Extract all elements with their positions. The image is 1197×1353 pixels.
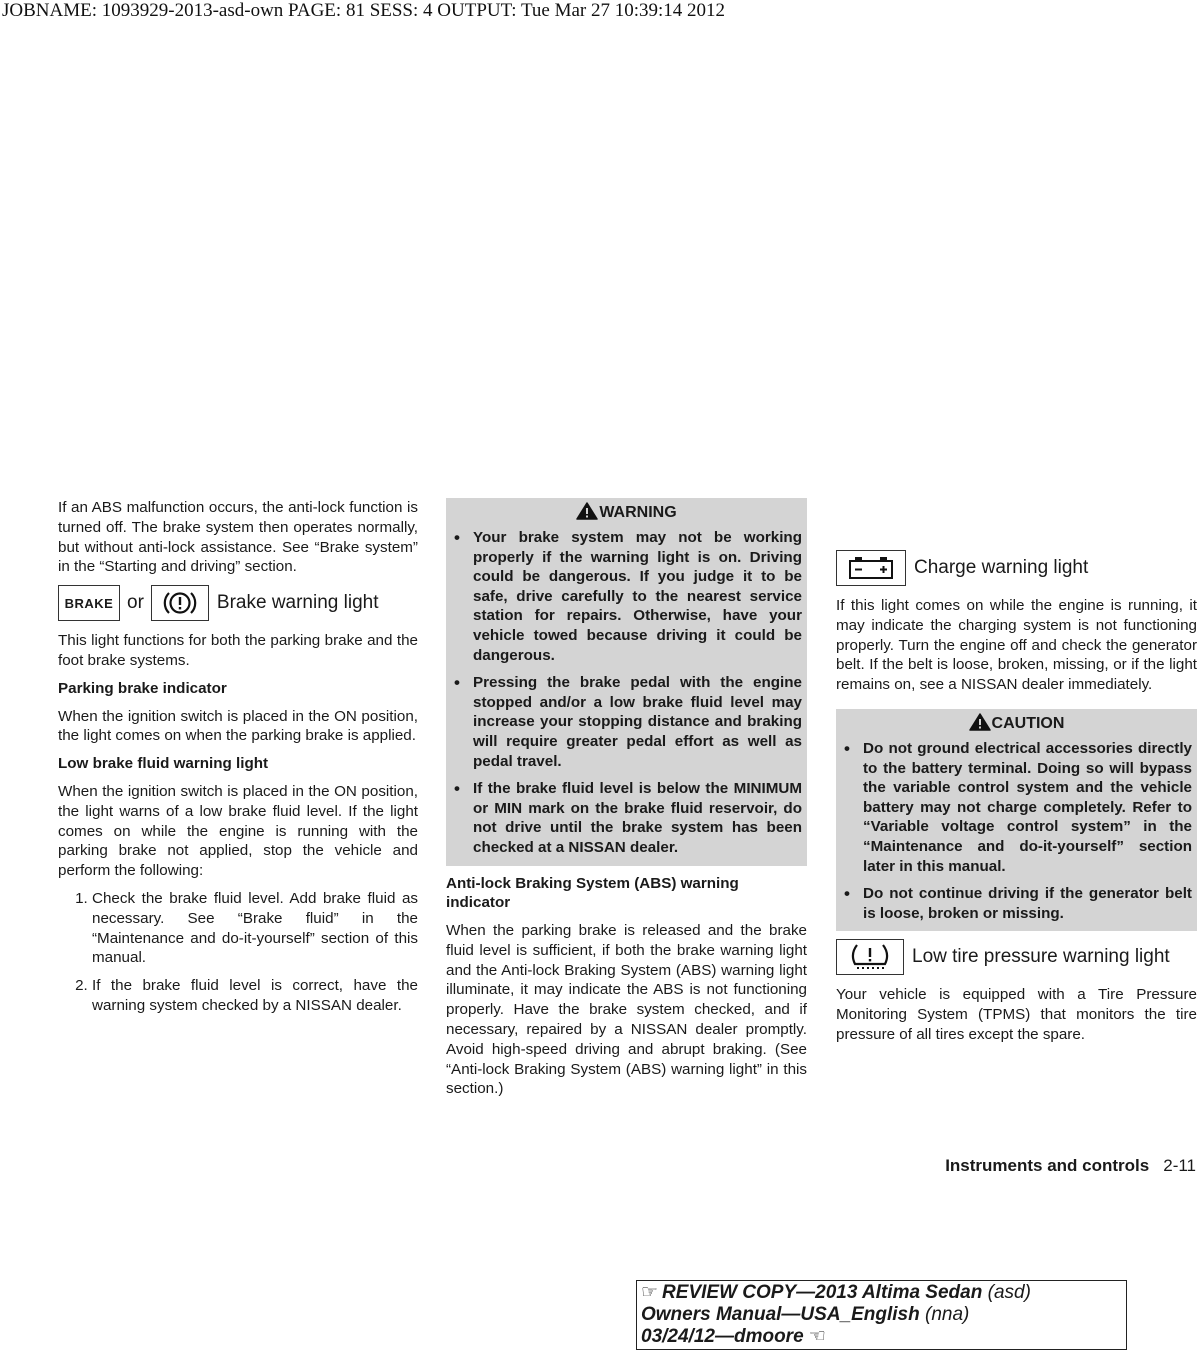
page-footer (906, 1156, 1196, 1176)
column-2 (446, 498, 807, 1107)
parking-brake-text: When the ignition switch is placed in the ON position, the light comes on when the parking brake is applied. (58, 707, 418, 745)
tpms-warning-light-title: Low tire pressure warning light (912, 946, 1170, 968)
caution-title: CAUTION (991, 714, 1065, 732)
list-item: 2. If the brake fluid level is correct, have the warning system checked by a NISSAN dealer. (92, 976, 418, 1016)
caution-box (836, 709, 1197, 931)
brake-light-description: This light functions for both the parking brake and the foot brake systems. (58, 632, 418, 669)
brake-fluid-steps (58, 889, 418, 1016)
tpms-text: Your vehicle is equipped with a Tire Pressure Monitoring System (TPMS) that monitors the tire pressure of all tires except the spare. (836, 986, 1197, 1043)
tire-pressure-icon (836, 939, 904, 975)
low-brake-fluid-heading: Low brake fluid warning light (58, 755, 269, 773)
footer-section-title: Instruments and controls (945, 1156, 1150, 1175)
column-1 (58, 498, 418, 1024)
parking-brake-heading: Parking brake indicator (58, 679, 227, 697)
list-item: • Your brake system may not be working properly if the warning light is on. Driving could be dangerous. If you judge it to be safe, drive carefully to the nearest service station for repairs. Otherwise, have your vehicle towed because driving it could be dangerous. (451, 528, 802, 665)
pointing-hand-left-icon: ☜ (808, 1326, 826, 1347)
pointing-hand-icon: ☞ (641, 1282, 659, 1303)
list-item: • If the brake fluid level is below the MINIMUM or MIN mark on the brake fluid reservoir, do not drive until the brake system has been checked at a NISSAN dealer. (451, 779, 802, 857)
review-date-author: 03/24/12—dmoore (641, 1326, 804, 1347)
warning-box (446, 498, 807, 866)
charge-warning-text: If this light comes on while the engine is running, it may indicate the charging system is not functioning properly. Turn the engine off and check the generator belt. If the belt is loose, broken, missing, or if the light remains on, see a NISSAN dealer immediately. (836, 597, 1197, 694)
list-item: 1. Check the brake fluid level. Add brake fluid as necessary. See “Brake fluid” in the “Maintenance and do-it-yourself” section of this manual. (92, 889, 418, 968)
brake-warning-light-row (58, 585, 418, 621)
column-3 (836, 498, 1197, 1053)
review-manual: Owners Manual—USA_English (641, 1304, 920, 1325)
warning-triangle-icon (576, 502, 598, 520)
brake-warning-light-title: Brake warning light (216, 592, 379, 614)
review-title: REVIEW COPY—2013 Altima Sedan (662, 1282, 983, 1303)
review-model-code: (asd) (987, 1282, 1031, 1303)
caution-header (841, 713, 1192, 735)
low-brake-fluid-text: When the ignition switch is placed in the ON position, the light warns of a low brake fluid level. If the light comes on while the engine is running with the parking brake not applied, stop the vehicle and perform the following: (58, 782, 418, 880)
job-header-line: JOBNAME: 1093929-2013-asd-own PAGE: 81 SESS: 4 OUTPUT: Tue Mar 27 10:39:14 2012 (2, 0, 726, 21)
abs-malfunction-paragraph: If an ABS malfunction occurs, the anti-lock function is turned off. The brake system then operates normally, but without anti-lock assistance. See “Brake system” in the “Starting and driving” section. (58, 499, 418, 576)
list-item: • Do not continue driving if the generator belt is loose, broken or missing. (841, 884, 1192, 923)
review-line-3 (641, 1326, 1122, 1348)
parking-brake-icon (151, 585, 209, 621)
charge-warning-light-title: Charge warning light (914, 557, 1089, 578)
abs-warning-text: When the parking brake is released and the brake fluid level is sufficient, if both the brake warning light and the Anti-lock Braking System (ABS) warning light illuminate, it may indicate the ABS is not functioning properly. Have the brake system checked, and if necessary, repaired by a NISSAN dealer promptly. Avoid high-speed driving and abrupt braking. (See “Anti-lock Braking System (ABS) warning light” in this section.) (446, 922, 807, 1098)
warning-title: WARNING (599, 504, 677, 521)
battery-icon (836, 550, 906, 586)
review-line-2 (641, 1304, 1122, 1326)
brake-text-icon (58, 585, 120, 621)
list-item: • Do not ground electrical accessories directly to the battery terminal. Doing so will bypass the variable control system and the vehicle battery may not charge completely. Refer to “Variable voltage control system” in the “Maintenance and do-it-yourself” section later in this manual. (841, 739, 1192, 876)
caution-triangle-icon (969, 713, 991, 731)
brake-icon-label: BRAKE (64, 595, 114, 611)
or-text: or (127, 592, 144, 614)
review-copy-stamp (636, 1280, 1127, 1350)
charge-warning-light-row (836, 550, 1197, 586)
abs-warning-heading: Anti-lock Braking System (ABS) warning indicator (446, 874, 739, 912)
review-line-1 (641, 1282, 1122, 1304)
warning-header (451, 502, 802, 524)
review-market-code: (nna) (925, 1304, 970, 1325)
tpms-warning-light-row (836, 939, 1197, 975)
page-number: 2-11 (1163, 1156, 1196, 1175)
list-item: • Pressing the brake pedal with the engine stopped and/or a low brake fluid level may increase your stopping distance and braking will require greater pedal effort as well as pedal travel. (451, 673, 802, 771)
